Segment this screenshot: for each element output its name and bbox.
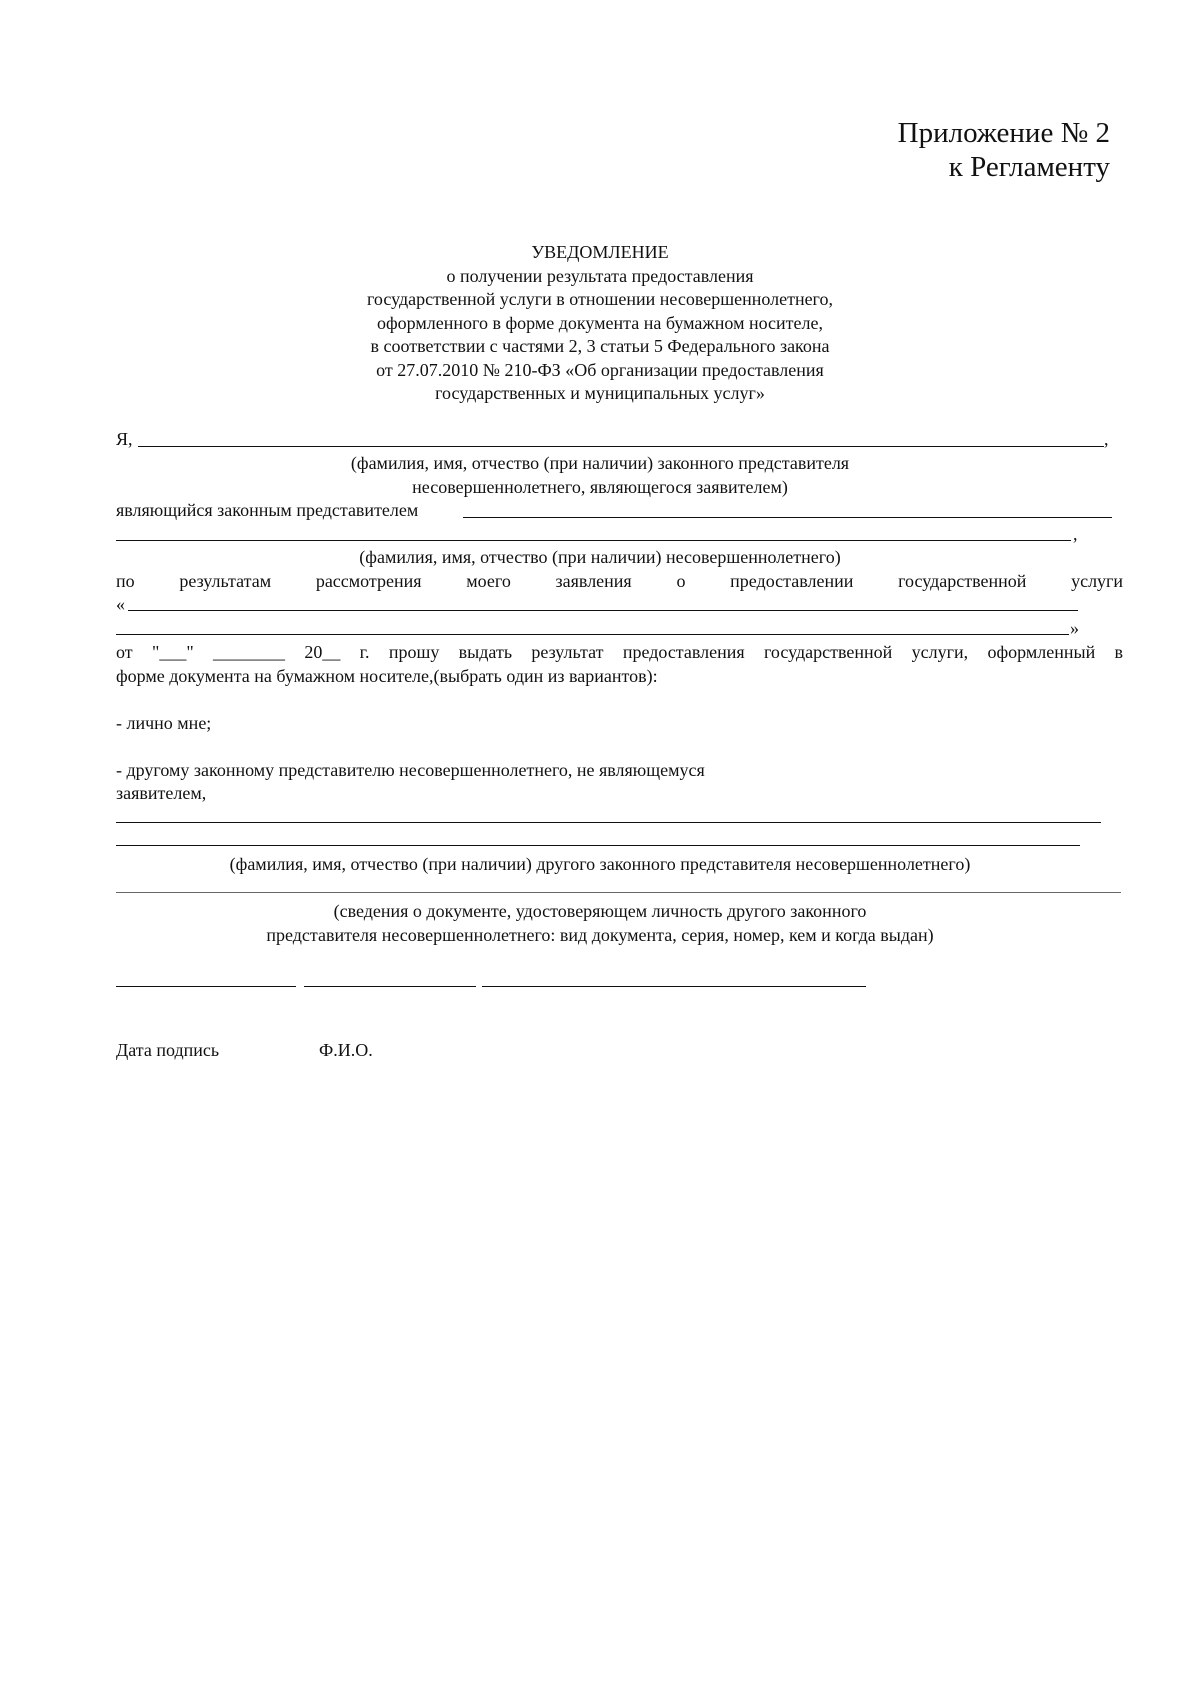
word: государственной bbox=[898, 571, 1027, 591]
request-line-2: форме документа на бумажном носителе,(выбрать один из вариантов): bbox=[116, 666, 658, 686]
option-personally[interactable]: - лично мне; bbox=[116, 713, 212, 733]
hint-rep-name: (фамилия, имя, отчество (при наличии) законного представителя bbox=[350, 453, 850, 473]
word: результат bbox=[531, 642, 604, 662]
request-line bbox=[116, 641, 1123, 663]
word: результатам bbox=[179, 571, 272, 591]
word: оформленный bbox=[987, 642, 1096, 662]
word: в bbox=[1114, 642, 1124, 662]
rep-name-field[interactable] bbox=[138, 446, 1104, 447]
date-field[interactable] bbox=[116, 986, 296, 987]
title-line: в соответствии с частями 2, 3 статьи 5 Федерального закона bbox=[370, 336, 830, 356]
title-line: от 27.07.2010 № 210-ФЗ «Об организации предоставления bbox=[376, 360, 824, 380]
title-line: государственной услуги в отношении несовершеннолетнего, bbox=[367, 289, 833, 309]
signature-field[interactable] bbox=[304, 986, 476, 987]
word: заявления bbox=[555, 571, 632, 591]
word: прошу bbox=[388, 642, 440, 662]
title-line: государственных и муниципальных услуг» bbox=[435, 383, 765, 403]
comma: , bbox=[1104, 429, 1109, 449]
option-other-rep[interactable]: - другому законному представителю несовершеннолетнего, не являющемуся bbox=[116, 760, 705, 780]
hint-minor-name: (фамилия, имя, отчество (при наличии) несовершеннолетнего) bbox=[359, 547, 841, 567]
fio-field[interactable] bbox=[482, 986, 866, 987]
ya-label: Я, bbox=[116, 429, 133, 449]
word: от bbox=[116, 642, 133, 662]
service-name-field-1[interactable] bbox=[128, 610, 1078, 611]
year-field[interactable]: 20__ bbox=[304, 642, 341, 662]
word: по bbox=[116, 571, 135, 591]
word: моего bbox=[466, 571, 511, 591]
quote-close: » bbox=[1070, 618, 1079, 638]
word: предоставления bbox=[622, 642, 745, 662]
word: о bbox=[676, 571, 686, 591]
date-signature-label: Дата подпись bbox=[116, 1040, 220, 1060]
option-other-rep-2: заявителем, bbox=[116, 783, 207, 803]
title-line: оформленного в форме документа на бумажном носителе, bbox=[377, 313, 823, 333]
day-field[interactable]: "___" bbox=[151, 642, 194, 662]
word: услуги, bbox=[911, 642, 969, 662]
fio-label: Ф.И.О. bbox=[319, 1040, 373, 1060]
title-line: о получении результата предоставления bbox=[446, 266, 754, 286]
word: предоставлении bbox=[730, 571, 854, 591]
hint-rep-name-2: несовершеннолетнего, являющегося заявителем) bbox=[412, 477, 788, 497]
hint-other-rep: (фамилия, имя, отчество (при наличии) другого законного представителя несовершеннолетнего) bbox=[229, 854, 971, 874]
results-line bbox=[116, 570, 1123, 592]
word: рассмотрения bbox=[315, 571, 422, 591]
comma: , bbox=[1073, 524, 1078, 544]
service-name-field-2[interactable] bbox=[116, 634, 1069, 635]
word: услуги bbox=[1071, 571, 1124, 591]
other-rep-field-2[interactable] bbox=[116, 845, 1080, 846]
doc-info-field[interactable] bbox=[116, 892, 1121, 893]
appendix-reglament: к Регламенту bbox=[948, 151, 1110, 183]
minor-name-field-1[interactable] bbox=[463, 517, 1112, 518]
minor-name-field-2[interactable] bbox=[116, 540, 1071, 541]
month-field[interactable]: ________ bbox=[213, 642, 285, 662]
quote-open: « bbox=[116, 594, 125, 614]
hint-doc-info-2: представителя несовершеннолетнего: вид документа, серия, номер, кем и когда выдан) bbox=[266, 925, 934, 945]
hint-doc-info: (сведения о документе, удостоверяющем личность другого законного bbox=[333, 901, 867, 921]
document-heading: УВЕДОМЛЕНИЕ bbox=[531, 242, 669, 262]
rep-label: являющийся законным представителем bbox=[116, 500, 419, 520]
other-rep-field-1[interactable] bbox=[116, 822, 1101, 823]
appendix-number: Приложение № 2 bbox=[897, 117, 1110, 149]
word: г. bbox=[359, 642, 370, 662]
word: выдать bbox=[458, 642, 513, 662]
word: государственной bbox=[764, 642, 893, 662]
